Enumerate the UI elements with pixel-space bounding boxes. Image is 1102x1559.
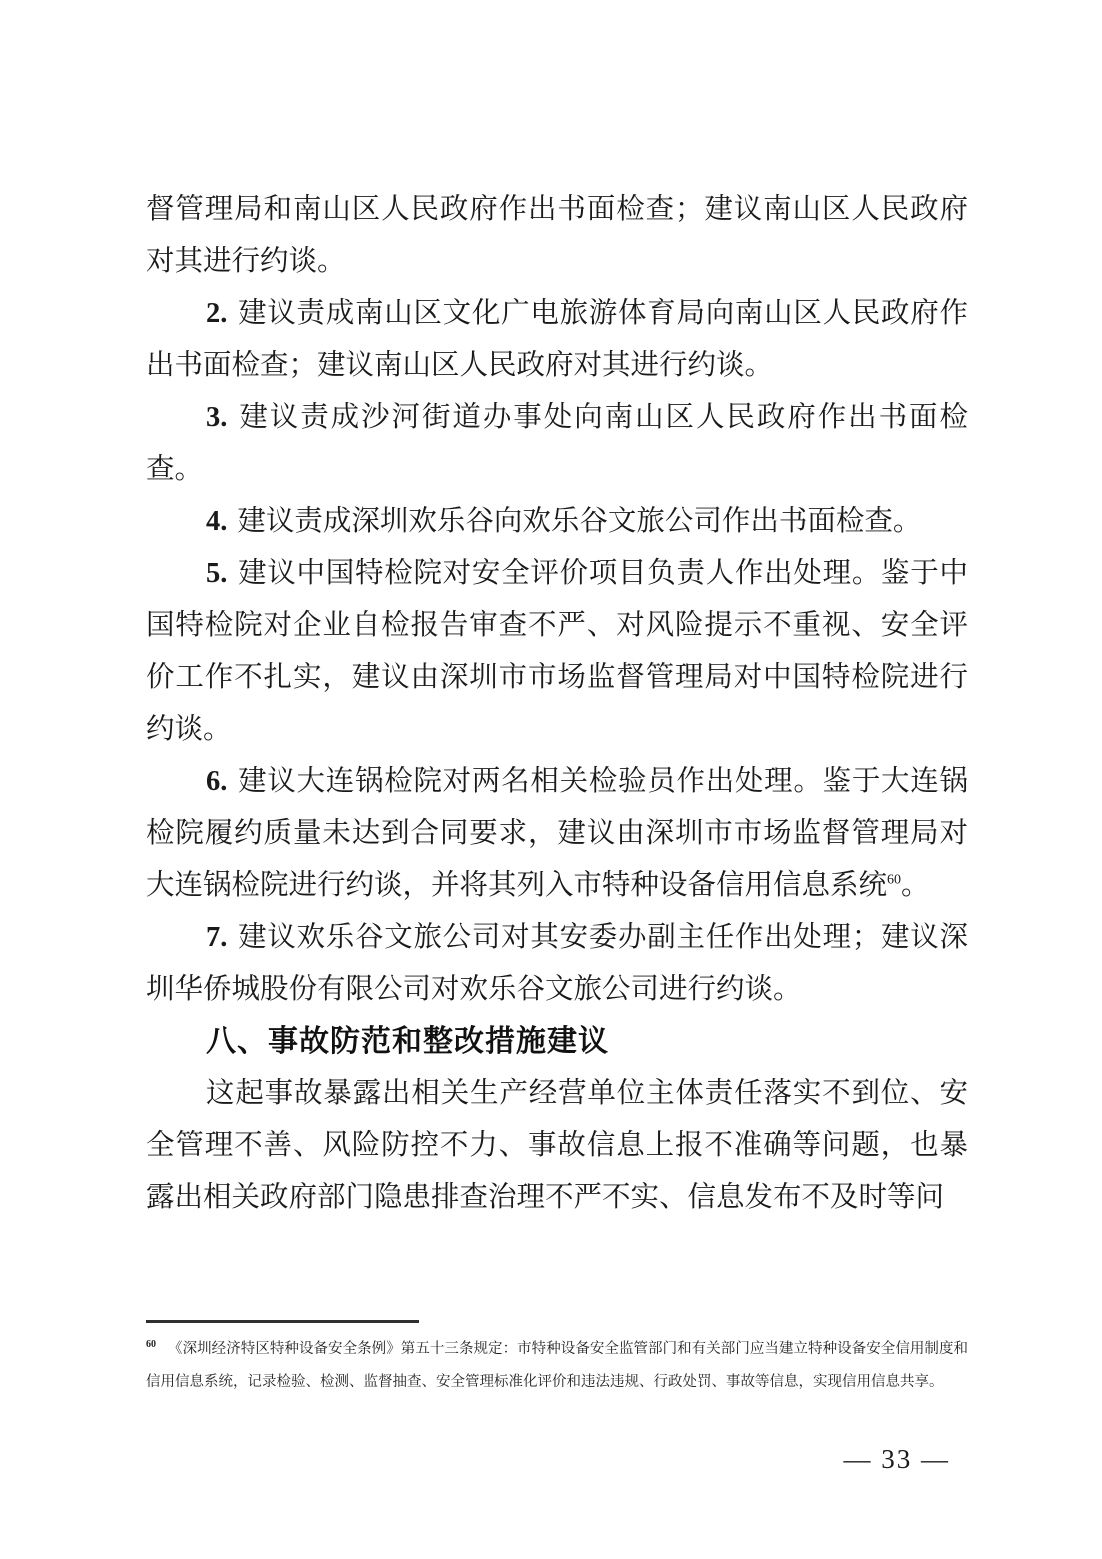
paragraph-text: 这起事故暴露出相关生产经营单位主体责任落实不到位、安全管理不善、风险防控不力、事故信息上报不准确等问题，也暴露出相关政府部门隐患排查治理不严不实、信息发布不及时等问 (146, 1078, 968, 1213)
list-item-7 (146, 912, 968, 1016)
paragraph-text: 督管理局和南山区人民政府作出书面检查；建议南山区人民政府对其进行约谈。 (146, 194, 968, 277)
closing-paragraph (146, 1068, 968, 1224)
list-item-4 (146, 496, 968, 548)
paragraph-continuation (146, 184, 968, 288)
item-text: 建议责成深圳欢乐谷向欢乐谷文旅公司作出书面检查。 (237, 506, 922, 537)
item-number: 7. (206, 922, 228, 953)
footnote-text: 《深圳经济特区特种设备安全条例》第五十三条规定：市特种设备安全监管部门和有关部门应当建立特种设备安全信用制度和信用信息系统，记录检验、检测、监督抽查、安全管理标准化评价和违法违规、行政处罚、事故等信息，实现信用信息共享。 (146, 1341, 968, 1390)
footnote (146, 1333, 968, 1399)
item-text: 建议责成南山区文化广电旅游体育局向南山区人民政府作出书面检查；建议南山区人民政府对其进行约谈。 (146, 298, 968, 381)
item-number: 3. (206, 402, 228, 433)
item-text: 建议欢乐谷文旅公司对其安委办副主任作出处理；建议深圳华侨城股份有限公司对欢乐谷文旅公司进行约谈。 (146, 922, 968, 1005)
footnote-divider (146, 1320, 419, 1323)
item-text: 建议大连锅检院对两名相关检验员作出处理。鉴于大连锅检院履约质量未达到合同要求，建议由深圳市市场监督管理局对大连锅检院进行约谈，并将其列入市特种设备信用信息系统 (146, 766, 968, 901)
page-number: — 33 — (843, 1444, 950, 1474)
list-item-3 (146, 392, 968, 496)
item-number: 6. (206, 766, 228, 797)
list-item-5 (146, 548, 968, 756)
list-item-2 (146, 288, 968, 392)
item-number: 2. (206, 298, 228, 329)
item-text-after: 。 (901, 870, 930, 901)
item-text: 建议责成沙河街道办事处向南山区人民政府作出书面检查。 (146, 402, 968, 485)
item-number: 4. (206, 506, 228, 537)
footnote-reference: 60 (887, 872, 902, 888)
item-number: 5. (206, 558, 228, 589)
section-heading: 八、事故防范和整改措施建议 (206, 1025, 609, 1058)
body-text (146, 184, 968, 1224)
list-item-6 (146, 756, 968, 912)
item-text: 建议中国特检院对安全评价项目负责人作出处理。鉴于中国特检院对企业自检报告审查不严、对风险提示不重视、安全评价工作不扎实，建议由深圳市市场监督管理局对中国特检院进行约谈。 (146, 558, 968, 745)
footnote-marker: 60 (146, 1339, 156, 1351)
footnote-section (146, 1320, 968, 1399)
